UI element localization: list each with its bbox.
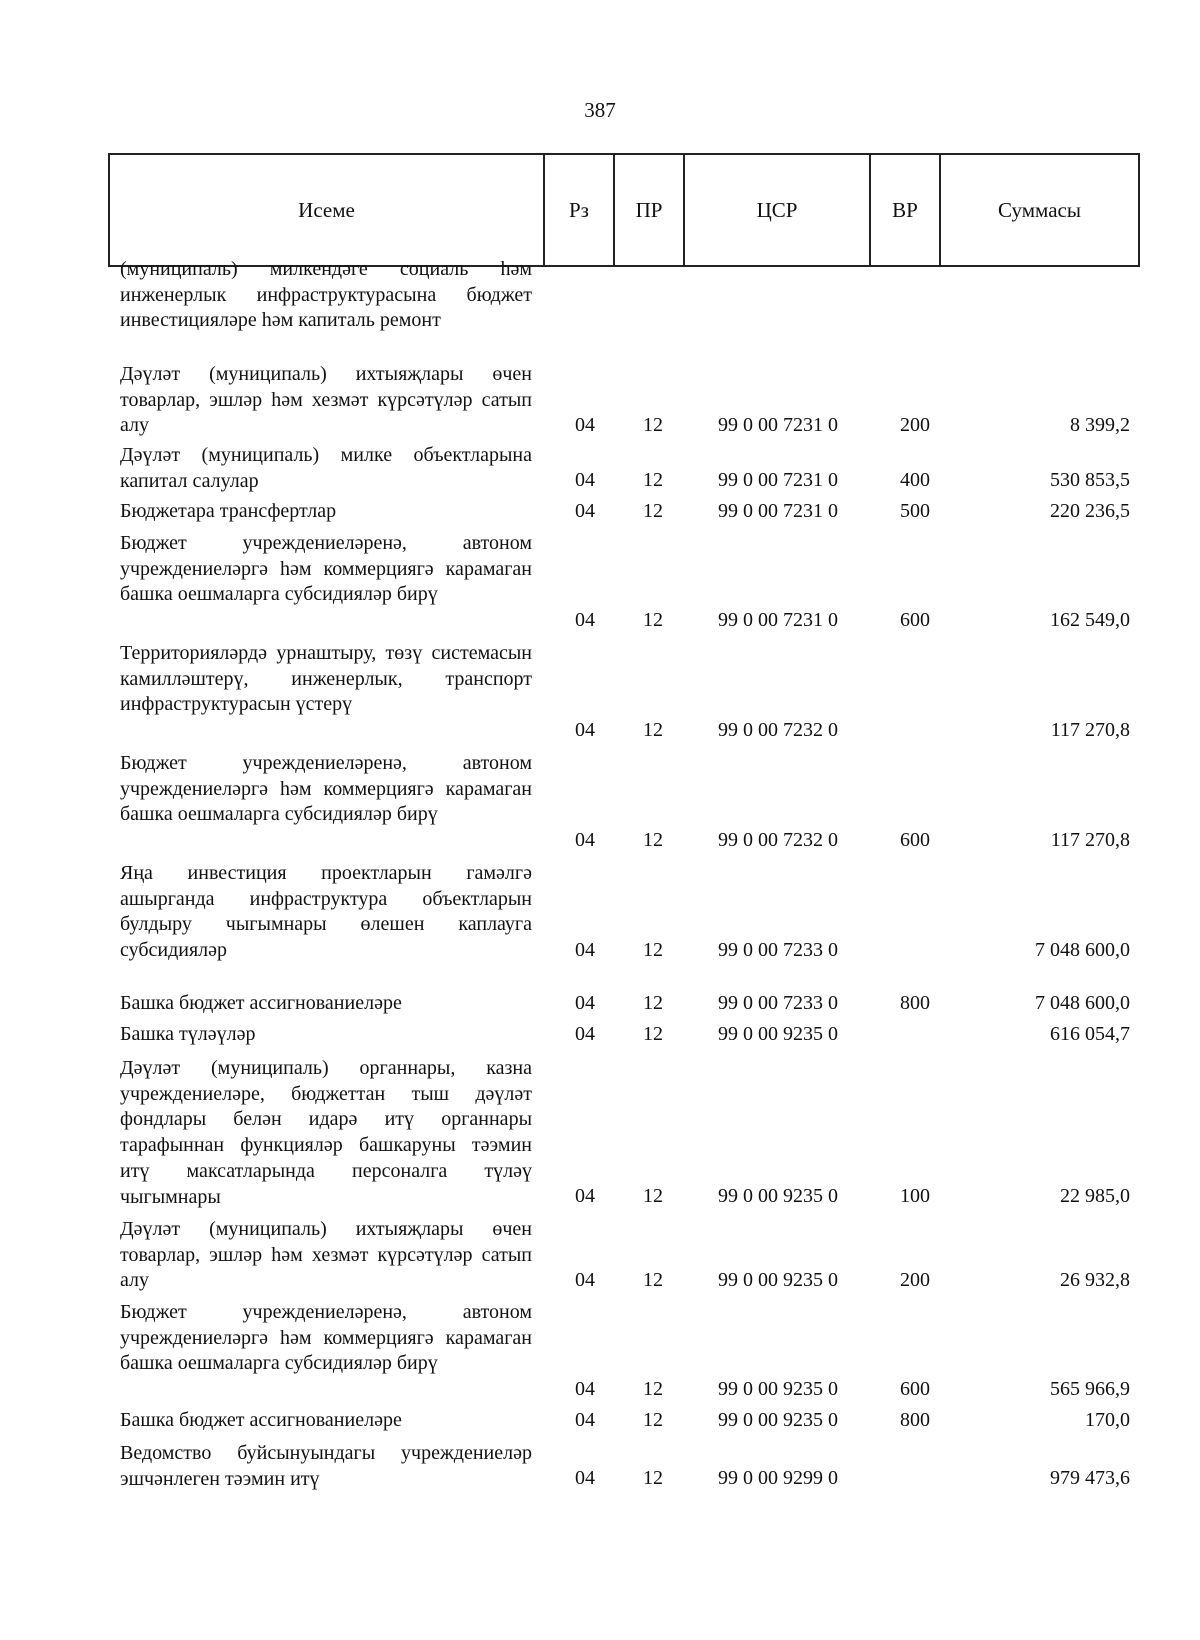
header-rz: Рз	[545, 155, 615, 265]
row-rz: 04	[575, 1185, 595, 1208]
table-row	[120, 1217, 1140, 1294]
table-row	[120, 1441, 1140, 1492]
table-row	[120, 751, 1140, 854]
row-name: (муниципаль) милкендәге социаль һәм инженерлык инфраструктурасына бюджет инвестицияләре һәм капиталь ремонт	[120, 258, 532, 332]
row-sum: 22 985,0	[1060, 1185, 1130, 1208]
header-pr: ПР	[615, 155, 685, 265]
row-pr: 12	[643, 1185, 663, 1208]
row-name: Бюджет учреждениеләренә, автоном учреждениеләргә һәм коммерциягә карамаган башка оешмаларга субсидияләр бирү	[120, 1301, 532, 1375]
row-pr: 12	[643, 1467, 663, 1490]
row-vr: 600	[900, 1378, 930, 1401]
header-vr: ВР	[871, 155, 941, 265]
row-rz: 04	[575, 829, 595, 852]
row-rz: 04	[575, 1023, 595, 1046]
row-name: Башка бюджет ассигнованиеләре	[120, 1409, 402, 1431]
row-pr: 12	[643, 992, 663, 1015]
row-name: Яңа инвестиция проектларын гамәлгә ашырганда инфраструктура объектларын булдыру чыгымнары өлешен каплауга субсидияләр	[120, 862, 532, 962]
row-sum: 7 048 600,0	[1035, 939, 1130, 962]
row-csr: 99 0 00 7232 0	[718, 829, 838, 852]
table-row	[120, 1300, 1140, 1403]
row-sum: 117 270,8	[1050, 719, 1130, 742]
row-name: Ведомство буйсынуындагы учреждениеләр эшчәнлеген тәэмин итү	[120, 1442, 532, 1490]
row-csr: 99 0 00 7233 0	[718, 939, 838, 962]
row-name: Бюджет учреждениеләренә, автоном учреждениеләргә һәм коммерциягә карамаган башка оешмаларга субсидияләр бирү	[120, 532, 532, 606]
row-pr: 12	[643, 1269, 663, 1292]
row-csr: 99 0 00 7231 0	[718, 609, 838, 632]
row-vr: 800	[900, 1409, 930, 1432]
row-sum: 8 399,2	[1070, 414, 1130, 437]
table-row	[120, 991, 1140, 1017]
header-name: Исеме	[110, 155, 545, 265]
row-vr: 800	[900, 992, 930, 1015]
row-name: Территорияләрдә урнаштыру, төзү системасын камилләштерү, инженерлык, транспорт инфраструктурасын үстерү	[120, 642, 532, 716]
row-rz: 04	[575, 719, 595, 742]
table-row	[120, 641, 1140, 744]
row-name: Дәүләт (муниципаль) органнары, казна учреждениеләре, бюджеттан тыш дәүләт фондлары белән идарә итү органнары тарафыннан функцияләр башкаруны тәэмин итү максатларында персоналга түләү чыгымнары	[120, 1057, 532, 1208]
row-name: Дәүләт (муниципаль) ихтыяҗлары өчен товарлар, эшләр һәм хезмәт күрсәтүләр сатып алу	[120, 363, 532, 437]
row-pr: 12	[643, 469, 663, 492]
row-name: Башка түләүләр	[120, 1023, 256, 1045]
row-csr: 99 0 00 7231 0	[718, 414, 838, 437]
row-pr: 12	[643, 1023, 663, 1046]
row-vr: 500	[900, 500, 930, 523]
row-vr: 600	[900, 609, 930, 632]
table-row	[120, 861, 1140, 964]
table-row	[120, 362, 1140, 439]
header-sum: Суммасы	[998, 197, 1081, 222]
row-rz: 04	[575, 469, 595, 492]
row-vr: 200	[900, 1269, 930, 1292]
row-sum: 530 853,5	[1050, 469, 1130, 492]
row-csr: 99 0 00 9235 0	[718, 1023, 838, 1046]
table-row	[120, 531, 1140, 634]
row-pr: 12	[643, 500, 663, 523]
table-header	[108, 153, 1140, 267]
row-name: Дәүләт (муниципаль) ихтыяҗлары өчен товарлар, эшләр һәм хезмәт күрсәтүләр сатып алу	[120, 1218, 532, 1292]
header-csr: ЦСР	[685, 155, 871, 265]
row-sum: 979 473,6	[1050, 1467, 1130, 1490]
row-csr: 99 0 00 9235 0	[718, 1409, 838, 1432]
row-vr: 100	[900, 1185, 930, 1208]
row-rz: 04	[575, 1269, 595, 1292]
row-sum: 117 270,8	[1050, 829, 1130, 852]
table-row	[120, 257, 1140, 360]
row-csr: 99 0 00 9235 0	[718, 1185, 838, 1208]
row-name: Бюджетара трансфертлар	[120, 500, 337, 522]
row-rz: 04	[575, 414, 595, 437]
row-sum: 220 236,5	[1050, 500, 1130, 523]
row-name: Дәүләт (муниципаль) милке объектларына капитал салулар	[120, 444, 532, 492]
row-name: Бюджет учреждениеләренә, автоном учреждениеләргә һәм коммерциягә карамаган башка оешмаларга субсидияләр бирү	[120, 752, 532, 826]
row-rz: 04	[575, 1378, 595, 1401]
table-row	[120, 443, 1140, 494]
row-rz: 04	[575, 609, 595, 632]
row-pr: 12	[643, 829, 663, 852]
row-name: Башка бюджет ассигнованиеләре	[120, 992, 402, 1014]
row-pr: 12	[643, 719, 663, 742]
row-pr: 12	[643, 609, 663, 632]
row-sum: 616 054,7	[1050, 1023, 1130, 1046]
row-sum: 26 932,8	[1060, 1269, 1130, 1292]
row-rz: 04	[575, 500, 595, 523]
row-sum: 170,0	[1085, 1409, 1130, 1432]
table-row	[120, 1408, 1140, 1434]
row-csr: 99 0 00 9235 0	[718, 1378, 838, 1401]
row-csr: 99 0 00 7232 0	[718, 719, 838, 742]
row-rz: 04	[575, 939, 595, 962]
row-csr: 99 0 00 7231 0	[718, 469, 838, 492]
row-pr: 12	[643, 939, 663, 962]
table-row	[120, 499, 1140, 525]
row-sum: 565 966,9	[1050, 1378, 1130, 1401]
row-rz: 04	[575, 1467, 595, 1490]
row-vr: 200	[900, 414, 930, 437]
row-sum: 7 048 600,0	[1035, 992, 1130, 1015]
row-sum: 162 549,0	[1050, 609, 1130, 632]
row-vr: 400	[900, 469, 930, 492]
row-csr: 99 0 00 9299 0	[718, 1467, 838, 1490]
row-pr: 12	[643, 1378, 663, 1401]
page-number: 387	[584, 98, 616, 122]
row-csr: 99 0 00 9235 0	[718, 1269, 838, 1292]
row-rz: 04	[575, 1409, 595, 1432]
row-rz: 04	[575, 992, 595, 1015]
row-csr: 99 0 00 7233 0	[718, 992, 838, 1015]
table-row	[120, 1056, 1140, 1210]
row-pr: 12	[643, 414, 663, 437]
row-pr: 12	[643, 1409, 663, 1432]
table-row	[120, 1022, 1140, 1048]
row-csr: 99 0 00 7231 0	[718, 500, 838, 523]
row-vr: 600	[900, 829, 930, 852]
